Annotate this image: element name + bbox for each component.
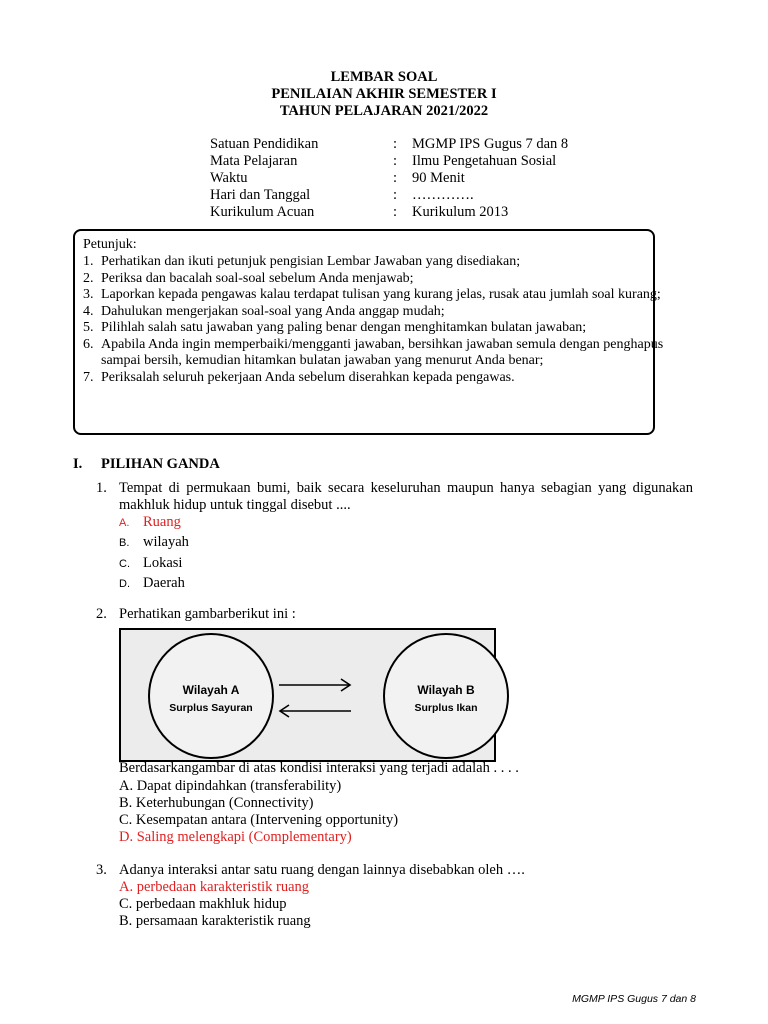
meta-label: Mata Pelajaran (210, 153, 298, 169)
region-a-subtitle: Surplus Sayuran (169, 702, 253, 714)
q1-option-c[interactable] (119, 555, 182, 573)
arrow-left-icon (280, 705, 351, 717)
meta-colon: : (393, 153, 398, 169)
instruction-number: 7. (83, 369, 94, 385)
option-text: Ruang (143, 514, 181, 530)
q2-stem: Berdasarkangambar di atas kondisi interaksi yang terjadi adalah . . . . (119, 760, 519, 776)
q3-option-c[interactable]: C. perbedaan makhluk hidup (119, 896, 287, 912)
meta-value: Kurikulum 2013 (412, 204, 509, 220)
instructions-title: Petunjuk: (83, 237, 137, 252)
instruction-text: Perhatikan dan ikuti petunjuk pengisian Lembar Jawaban yang disediakan; (101, 254, 521, 269)
year-title: TAHUN PELAJARAN 2021/2022 (279, 103, 489, 119)
q1-option-b[interactable] (119, 534, 189, 552)
sheet-title: LEMBAR SOAL (330, 69, 438, 85)
option-text: Daerah (143, 575, 185, 591)
instruction-text: Laporkan kepada pengawas kalau terdapat tulisan yang kurang jelas, rusak atau jumlah soal kurang; (101, 287, 661, 302)
region-b-circle (383, 633, 509, 759)
instruction-number: 3. (83, 287, 94, 302)
q2-option-a[interactable]: A. Dapat dipindahkan (transferability) (119, 778, 342, 794)
option-text: wilayah (143, 534, 189, 550)
instructions-list (83, 254, 673, 386)
region-a-title: Wilayah A (182, 683, 240, 697)
instruction-text: Apabila Anda ingin memperbaiki/mengganti jawaban, bersihkan jawaban semula dengan penghapus sampai bersih, kemudian hitamkan bulatan jawaban yang menurut Anda benar; (101, 336, 664, 368)
meta-value: …………. (412, 187, 474, 203)
region-b-subtitle: Surplus Ikan (414, 702, 478, 714)
option-text: Lokasi (143, 555, 183, 571)
meta-value: MGMP IPS Gugus 7 dan 8 (412, 136, 569, 152)
instruction-number: 6. (83, 336, 94, 352)
meta-label: Hari dan Tanggal (210, 187, 311, 203)
q2-option-d[interactable]: D. Saling melengkapi (Complementary) (119, 829, 352, 845)
instruction-item (83, 304, 673, 321)
option-letter: C. (119, 558, 130, 570)
option-letter: A. (119, 517, 130, 529)
meta-colon: : (393, 204, 398, 220)
option-letter: B. (119, 537, 130, 549)
meta-label: Kurikulum Acuan (210, 204, 315, 220)
meta-value: 90 Menit (412, 170, 465, 186)
instruction-text: Dahulukan mengerjakan soal-soal yang Anda anggap mudah; (101, 303, 445, 319)
meta-colon: : (393, 170, 398, 186)
page-footer: MGMP IPS Gugus 7 dan 8 (572, 993, 696, 1005)
region-b-title: Wilayah B (417, 683, 475, 697)
q1-option-a[interactable] (119, 514, 181, 532)
instruction-item (83, 287, 673, 304)
instruction-item (83, 254, 673, 271)
q3-option-a[interactable]: A. perbedaan karakteristik ruang (119, 879, 310, 895)
question-number: 2. (96, 606, 107, 622)
q1-option-d[interactable] (119, 575, 185, 593)
arrows-graphic (271, 675, 361, 720)
q2-option-b[interactable]: B. Keterhubungan (Connectivity) (119, 795, 314, 811)
instruction-item (83, 337, 673, 370)
instruction-item (83, 271, 673, 288)
question-text: Perhatikan gambarberikut ini : (119, 606, 296, 622)
instruction-text: Periksalah seluruh pekerjaan Anda sebelum diserahkan kepada pengawas. (101, 369, 515, 385)
section-title: PILIHAN GANDA (101, 456, 220, 472)
meta-value: Ilmu Pengetahuan Sosial (412, 153, 557, 169)
question-text: Tempat di permukaan bumi, baik secara keseluruhan maupun hanya sebagian yang digunakan makhluk hidup untuk tinggal disebut .... (119, 480, 693, 513)
instruction-item (83, 320, 673, 337)
instruction-number: 1. (83, 254, 94, 269)
instruction-text: Pilihlah salah satu jawaban yang paling benar dengan menghitamkan bulatan jawaban; (101, 320, 587, 335)
question-number: 1. (96, 480, 107, 496)
arrow-right-icon (279, 679, 350, 691)
instruction-number: 5. (83, 320, 94, 335)
meta-colon: : (393, 187, 398, 203)
exam-title: PENILAIAN AKHIR SEMESTER I (271, 86, 497, 102)
region-a-circle (148, 633, 274, 759)
instruction-text: Periksa dan bacalah soal-soal sebelum Anda menjawab; (101, 270, 414, 286)
q3-option-b[interactable]: B. persamaan karakteristik ruang (119, 913, 311, 929)
meta-label: Waktu (210, 170, 248, 186)
question-text: Adanya interaksi antar satu ruang dengan lainnya disebabkan oleh …. (119, 862, 525, 878)
instruction-item (83, 370, 673, 387)
section-heading (73, 456, 220, 473)
meta-colon: : (393, 136, 398, 152)
section-number: I. (73, 456, 83, 472)
meta-label: Satuan Pendidikan (210, 136, 319, 152)
option-letter: D. (119, 578, 130, 590)
instruction-number: 4. (83, 303, 94, 319)
q2-option-c[interactable]: C. Kesempatan antara (Intervening opportunity) (119, 812, 399, 828)
interaction-figure (119, 628, 496, 762)
instruction-number: 2. (83, 270, 94, 286)
question-number: 3. (96, 862, 107, 878)
